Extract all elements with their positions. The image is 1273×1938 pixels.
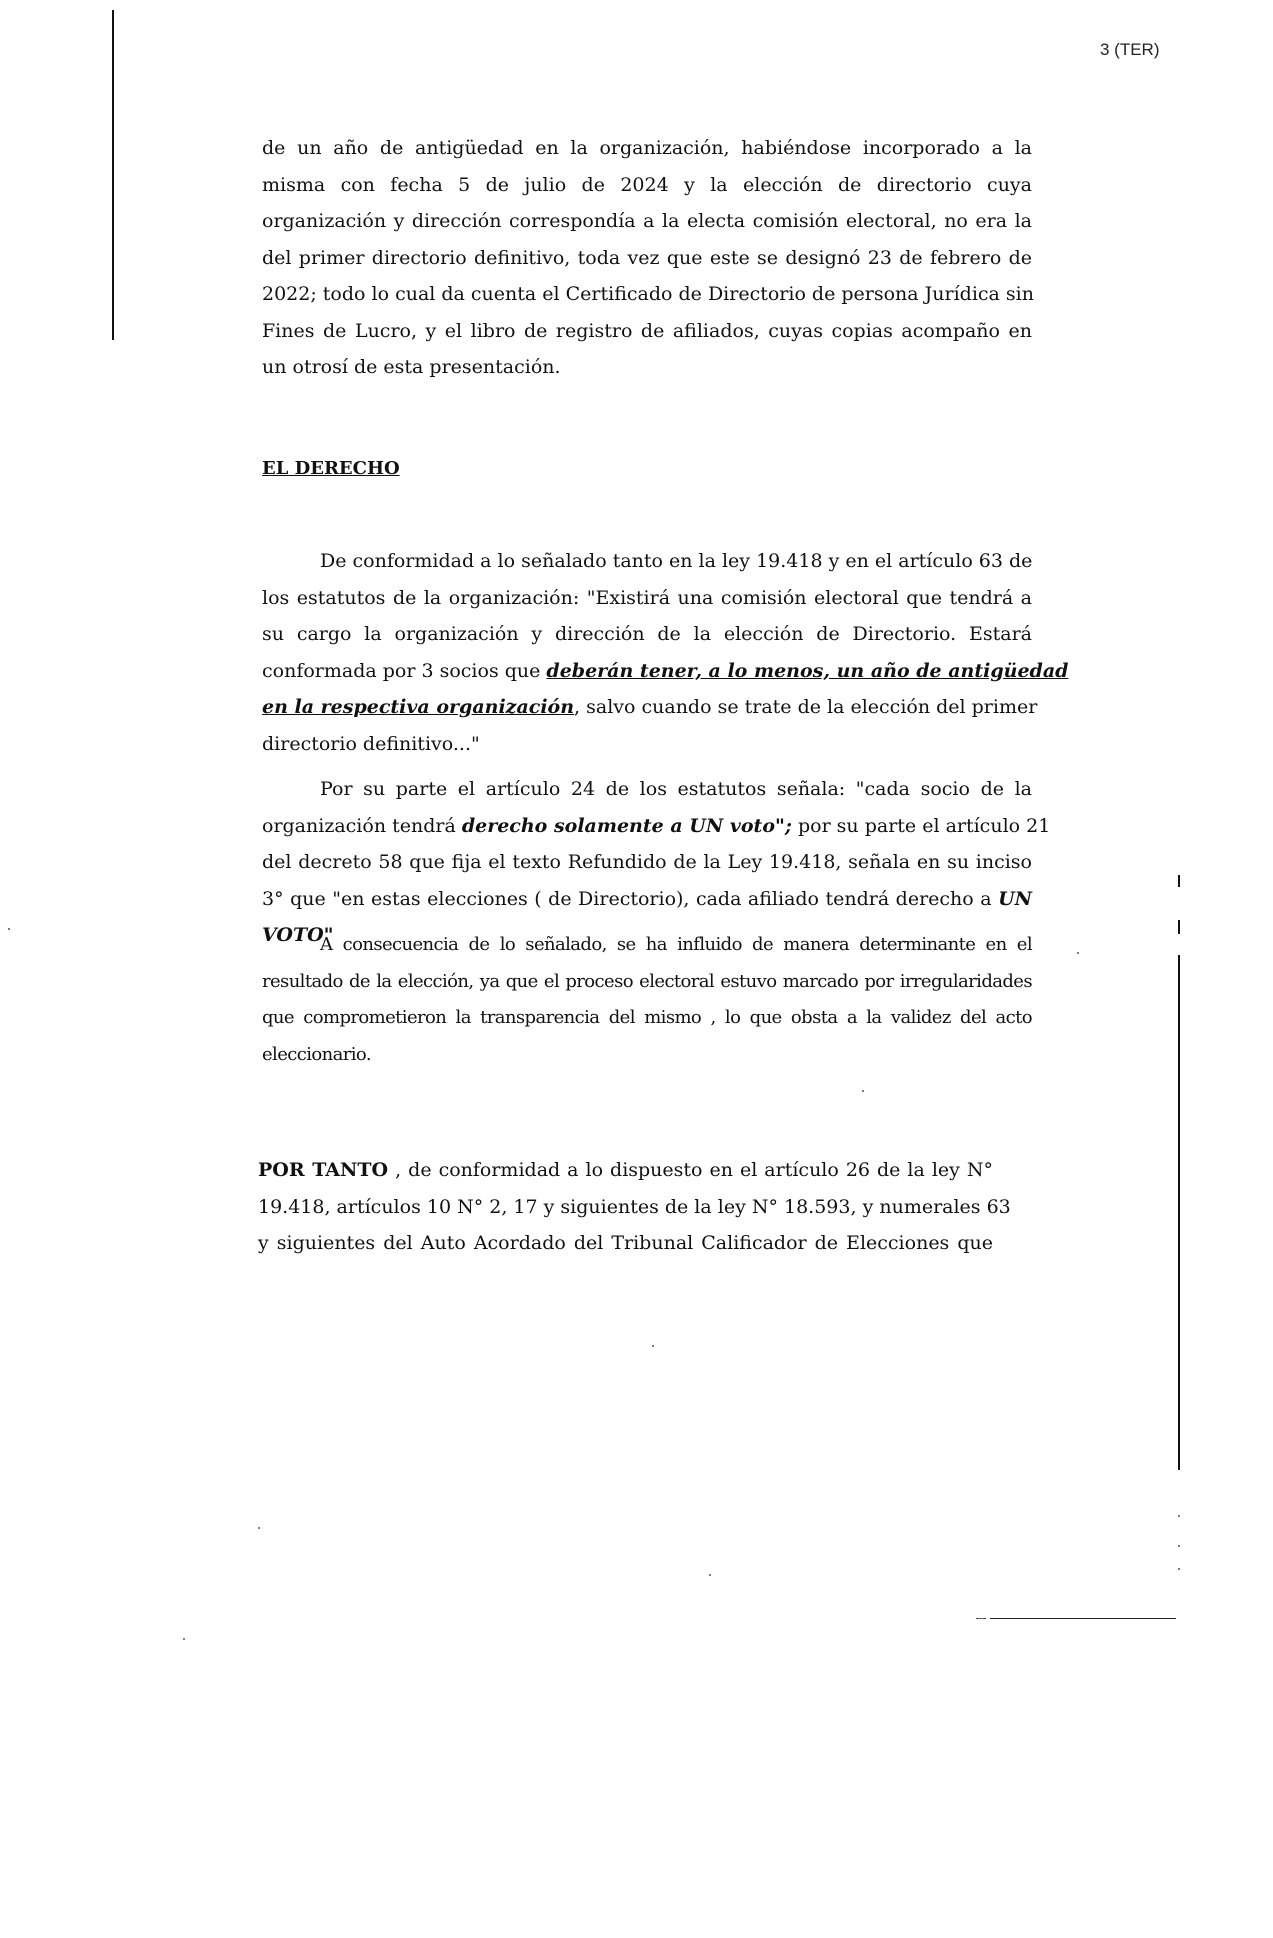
text-line: un otrosí de esta presentación. — [262, 356, 561, 378]
text-run: por su parte el artículo 21 — [791, 814, 1051, 837]
text-line — [262, 689, 1038, 726]
text-run: , de conformidad a lo dispuesto en el artículo 26 de la ley N° — [388, 1159, 994, 1181]
scan-speck — [183, 1638, 185, 1640]
text-run: 3° que "en estas elecciones ( de Directorio), cada afiliado tendrá derecho a — [262, 887, 999, 910]
scan-speck — [1178, 1545, 1180, 1547]
text-line: que comprometieron la transparencia del mismo , lo que obsta a la validez del acto — [262, 1007, 1032, 1028]
scan-speck — [1178, 1568, 1180, 1570]
right-margin-mark-1 — [1178, 875, 1180, 887]
text-line: eleccionario. — [262, 1043, 371, 1065]
right-margin-mark-2 — [1178, 920, 1180, 934]
text-line: VOTO" — [262, 924, 334, 946]
text-line: los estatutos de la organización: "Existirá una comisión electoral que tendrá a — [262, 586, 1032, 609]
emphasized-quote: UN — [998, 887, 1032, 910]
scan-speck — [652, 1345, 654, 1347]
signature-line — [990, 1618, 1176, 1619]
text-line: misma con fecha 5 de julio de 2024 y la elección de directorio cuya — [262, 173, 1032, 196]
text-line: de un año de antigüedad en la organización, habiéndose incorporado a la — [262, 137, 1032, 159]
text-line: su cargo la organización y dirección de la elección de Directorio. Estará — [262, 623, 1032, 645]
scan-speck — [8, 928, 10, 930]
paragraph-conformidad — [262, 543, 1069, 762]
text-line — [262, 808, 1051, 845]
page-number: 3 (TER) — [1100, 40, 1160, 59]
section-heading-el-derecho: EL DERECHO — [262, 458, 400, 479]
text-line: organización y dirección correspondía a la electa comisión electoral, no era la — [262, 210, 1032, 232]
text-line: Fines de Lucro, y el libro de registro de afiliados, cuyas copias acompaño en — [262, 319, 1032, 342]
text-run: , salvo cuando se trate de la elección del primer — [574, 696, 1038, 718]
text-line — [258, 1152, 993, 1189]
text-run: organización tendrá — [262, 814, 462, 837]
text-line: 2022; todo lo cual da cuenta el Certificado de Directorio de persona Jurídica sin — [262, 283, 1034, 305]
paragraph-por-tanto — [258, 1152, 1011, 1262]
text-line — [262, 653, 1069, 690]
paragraph-antiguedad — [262, 130, 1032, 386]
emphasized-quote: deberán tener, a lo menos, un año de antigüedad — [546, 659, 1069, 682]
text-line: De conformidad a lo señalado tanto en la ley 19.418 y en el artículo 63 de — [320, 550, 1033, 572]
scan-speck — [709, 1574, 711, 1576]
signature-line-dash — [976, 1618, 986, 1619]
paragraph-consecuencia — [262, 927, 1032, 1073]
scan-speck — [1178, 1515, 1180, 1517]
text-line: resultado de la elección, ya que el proceso electoral estuvo marcado por irregularidades — [262, 970, 1032, 992]
text-line: del primer directorio definitivo, toda vez que este se designó 23 de febrero de — [262, 246, 1032, 269]
text-line: directorio definitivo..." — [262, 732, 480, 755]
scan-speck — [862, 1090, 864, 1092]
text-line: del decreto 58 que fija el texto Refundido de la Ley 19.418, señala en su inciso — [262, 851, 1032, 873]
left-margin-line — [112, 10, 114, 340]
right-margin-line — [1178, 955, 1180, 1470]
text-line: y siguientes del Auto Acordado del Tribunal Calificador de Elecciones que — [258, 1232, 993, 1254]
text-line: 19.418, artículos 10 N° 2, 17 y siguientes de la ley N° 18.593, y numerales 63 — [258, 1195, 1011, 1218]
scan-speck — [258, 1527, 260, 1529]
text-line: A consecuencia de lo señalado, se ha influido de manera determinante en el — [320, 934, 1032, 955]
scan-speck — [1077, 952, 1079, 954]
emphasized-quote: derecho solamente a UN voto"; — [461, 814, 792, 837]
text-line: Por su parte el artículo 24 de los estatutos señala: "cada socio de la — [320, 778, 1032, 800]
text-line — [262, 881, 1032, 918]
por-tanto-lead: POR TANTO — [258, 1159, 389, 1181]
text-run: conformada por 3 socios que — [262, 659, 547, 682]
emphasized-quote: en la respectiva organización — [262, 696, 575, 718]
